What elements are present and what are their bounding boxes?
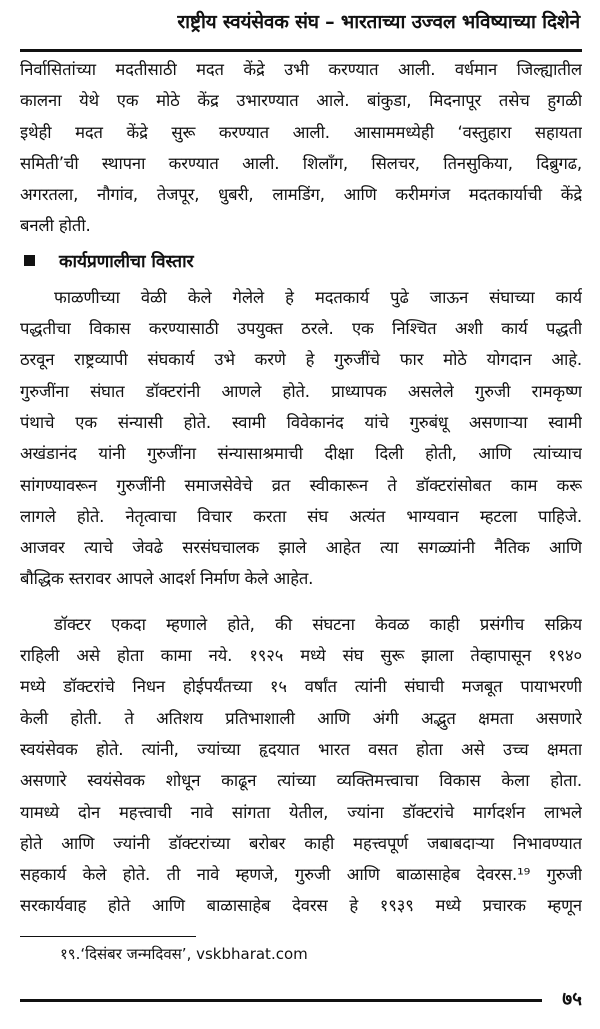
text-line: अखंडानंद यांनी गुरुजींना संन्यासाश्रमाची दीक्षा दिली होती, आणि त्यांच्याच <box>20 444 582 464</box>
text-line: सांगण्यावरून गुरुजींनी समाजसेवेचे व्रत स्वीकारून ते डॉक्टरांसोबत काम करू <box>20 475 582 495</box>
text-line: यामध्ये दोन महत्त्वाची नावे सांगता येतील, ज्यांना डॉक्टरांचे मार्गदर्शन लाभले <box>20 802 582 822</box>
section-heading-text: कार्यप्रणालीचा विस्तार <box>59 251 194 272</box>
text-line: पद्धतीचा विकास करण्यासाठी उपयुक्त ठरले. एक निश्चित अशी कार्य पद्धती <box>20 319 582 339</box>
text-line: कालना येथे एक मोठे केंद्र उभारण्यात आले. बांकुडा, मिदनापूर तसेच हुगळी <box>20 91 582 111</box>
intro-paragraph <box>20 54 582 242</box>
text-line: राहिली असे होता कामा नये. १९२५ मध्ये संघ सुरू झाला तेव्हापासून १९४० <box>20 646 582 666</box>
text-line: असणारे स्वयंसेवक शोधून काढून त्यांच्या व्यक्तिमत्त्वाचा विकास केला होता. <box>20 771 582 791</box>
text-line: पंथाचे एक संन्यासी होते. स्वामी विवेकानंद यांचे गुरुबंधू असणाऱ्या स्वामी <box>20 412 582 432</box>
text-line: डॉक्टर एकदा म्हणाले होते, की संघटना केवळ काही प्रसंगीच सक्रिय <box>54 614 582 634</box>
page-number: ७५ <box>562 988 582 1010</box>
text-line: निर्वासितांच्या मदतीसाठी मदत केंद्रे उभी करण्यात आली. वर्धमान जिल्ह्यातील <box>20 60 582 79</box>
text-line: स्वयंसेवक होते. त्यांनी, ज्यांच्या हृदयात भारत वसत होता असे उच्च क्षमता <box>20 739 582 759</box>
text-line: इथेही मदत केंद्रे सुरू करण्यात आली. आसाममध्येही ‘वस्तुहारा सहायता <box>20 122 582 142</box>
square-bullet-icon <box>24 255 35 266</box>
text-line: आजवर त्याचे जेवढे सरसंघचालक झाले आहेत त्या सगळ्यांनी नैतिक आणि <box>20 538 582 558</box>
footnote-rule <box>20 936 196 937</box>
section-heading <box>20 242 582 282</box>
section-paragraph-2 <box>20 609 582 922</box>
text-line: ठरवून राष्ट्रव्यापी संघकार्य उभे करणे हे गुरुजींचे फार मोठे योगदान आहे. <box>20 350 582 370</box>
section-paragraph-1 <box>20 282 582 595</box>
footnote: १९.‘दिसंबर जन्मदिवस’, vskbharat.com <box>60 945 308 963</box>
text-line: सहकार्य केले होते. ती नावे म्हणजे, गुरुजी आणि बाळासाहेब देवरस.¹⁹ गुरुजी <box>20 865 582 885</box>
text-line: होते आणि ज्यांनी डॉक्टरांच्या बरोबर काही महत्त्वपूर्ण जबाबदाऱ्या निभावण्यात <box>20 833 582 853</box>
body-text <box>20 54 582 922</box>
footer-rule <box>20 999 542 1002</box>
text-line: फाळणीच्या वेळी केले गेलेले हे मदतकार्य पुढे जाऊन संघाच्या कार्य <box>54 287 582 307</box>
text-line: बनली होती. <box>20 216 91 236</box>
text-line: गुरुजींना संघात डॉक्टरांनी आणले होते. प्राध्यापक असलेले गुरुजी रामकृष्ण <box>20 381 582 401</box>
paragraph-gap <box>20 595 582 609</box>
text-line: अगरतला, नौगांव, तेजपूर, धुबरी, लामडिंग, आणि करीमगंज मदतकार्याची केंद्रे <box>20 185 582 205</box>
text-line: समिती’ची स्थापना करण्यात आली. शिलाँग, सिलचर, तिनसुकिया, दिब्रुगढ, <box>20 153 582 173</box>
text-line: बौद्धिक स्तरावर आपले आदर्श निर्माण केले आहेत. <box>20 569 314 589</box>
text-line: लागले होते. नेतृत्वाचा विचार करता संघ अत्यंत भाग्यवान म्हटला पाहिजे. <box>20 506 582 526</box>
text-line: केली होती. ते अतिशय प्रतिभाशाली आणि अंगी अद्भुत क्षमता असणारे <box>20 708 582 728</box>
text-line: मध्ये डॉक्टरांचे निधन होईपर्यंतच्या १५ वर्षांत त्यांनी संघाची मजबूत पायाभरणी <box>20 677 582 697</box>
running-head: राष्ट्रीय स्वयंसेवक संघ – भारताच्या उज्वल भविष्याच्या दिशेने <box>177 11 580 33</box>
text-line: सरकार्यवाह होते आणि बाळासाहेब देवरस हे १९३९ मध्ये प्रचारक म्हणून <box>20 896 582 916</box>
header-rule <box>20 49 582 52</box>
